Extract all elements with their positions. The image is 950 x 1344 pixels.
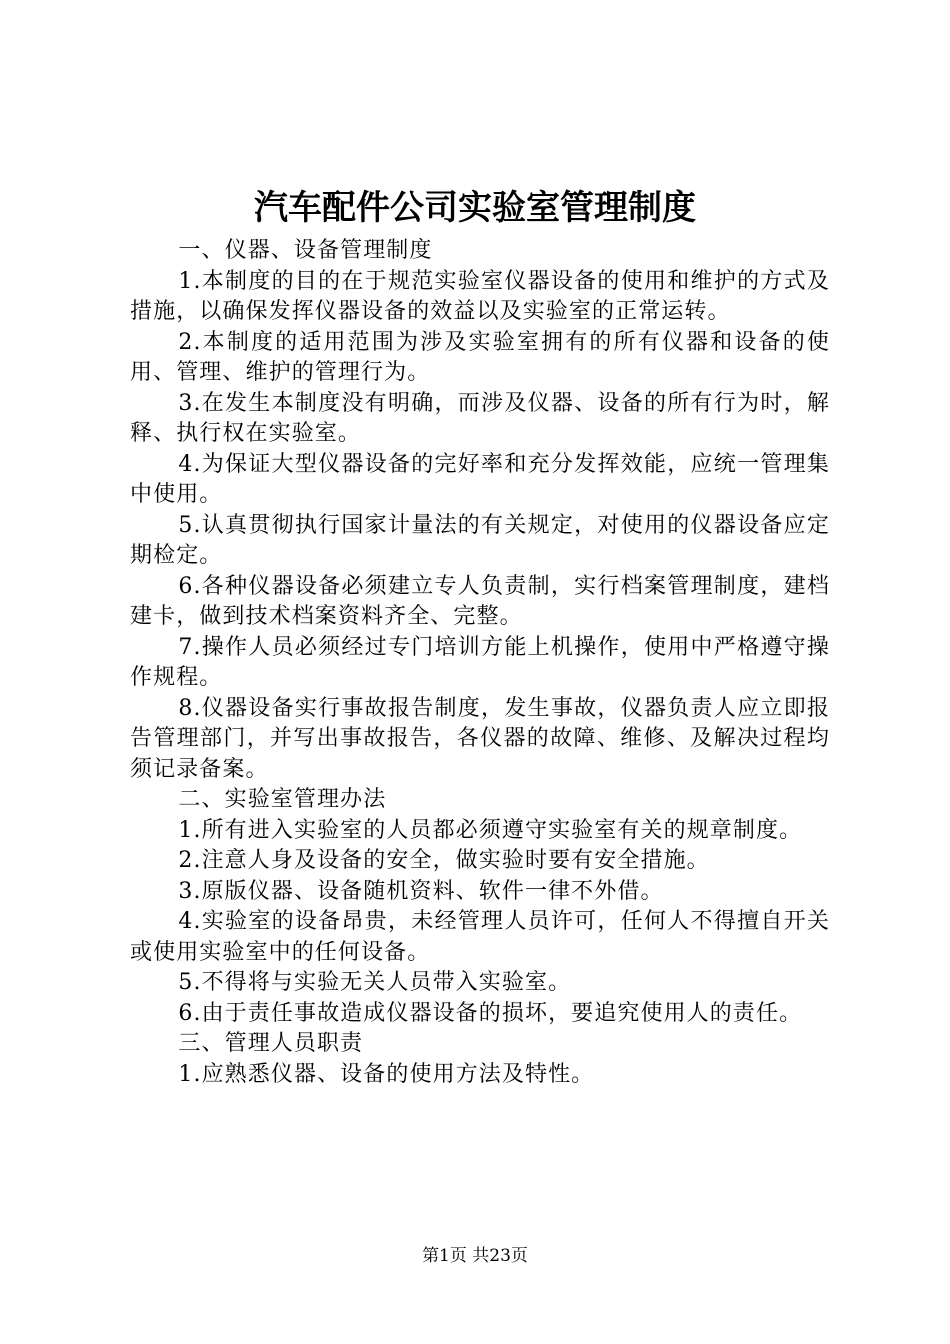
paragraph: 6.由于责任事故造成仪器设备的损坏，要追究使用人的责任。: [178, 1000, 803, 1026]
paragraph: 2.本制度的适用范围为涉及实验室拥有的所有仪器和设备的使用、管理、维护的管理行为。: [130, 329, 830, 385]
section-heading-3: 三、管理人员职责: [178, 1031, 364, 1056]
page-title: 汽车配件公司实验室管理制度: [254, 188, 696, 228]
paragraph: 2.注意人身及设备的安全，做实验时要有安全措施。: [178, 848, 710, 873]
paragraph: 4.实验室的设备昂贵，未经管理人员许可，任何人不得擅自开关或使用实验室中的任何设备。: [130, 909, 830, 965]
paragraph: 1.应熟悉仪器、设备的使用方法及特性。: [178, 1061, 595, 1087]
paragraph: 4.为保证大型仪器设备的完好率和充分发挥效能，应统一管理集中使用。: [130, 451, 830, 507]
paragraph: 5.不得将与实验无关人员带入实验室。: [178, 970, 572, 995]
paragraph: 1.所有进入实验室的人员都必须遵守实验室有关的规章制度。: [178, 817, 803, 843]
section-heading-2: 二、实验室管理办法: [178, 787, 387, 812]
paragraph: 3.原版仪器、设备随机资料、软件一律不外借。: [178, 878, 664, 904]
paragraph: 6.各种仪器设备必须建立专人负责制，实行档案管理制度，建档建卡，做到技术档案资料齐全、完整。: [130, 573, 830, 629]
paragraph: 5.认真贯彻执行国家计量法的有关规定，对使用的仪器设备应定期检定。: [130, 512, 830, 568]
paragraph: 8.仪器设备实行事故报告制度，发生事故，仪器负责人应立即报告管理部门，并写出事故报告，各仪器的故障、维修、及解决过程均须记录备案。: [130, 695, 830, 782]
paragraph: 7.操作人员必须经过专门培训方能上机操作，使用中严格遵守操作规程。: [130, 634, 830, 690]
paragraph: 1.本制度的目的在于规范实验室仪器设备的使用和维护的方式及措施，以确保发挥仪器设备的效益以及实验室的正常运转。: [130, 268, 830, 324]
document-body: [130, 236, 830, 1090]
page-footer: 第1页 共23页: [422, 1246, 528, 1266]
section-heading-1: 一、仪器、设备管理制度: [178, 238, 433, 263]
paragraph: 3.在发生本制度没有明确，而涉及仪器、设备的所有行为时，解释、执行权在实验室。: [130, 390, 830, 446]
